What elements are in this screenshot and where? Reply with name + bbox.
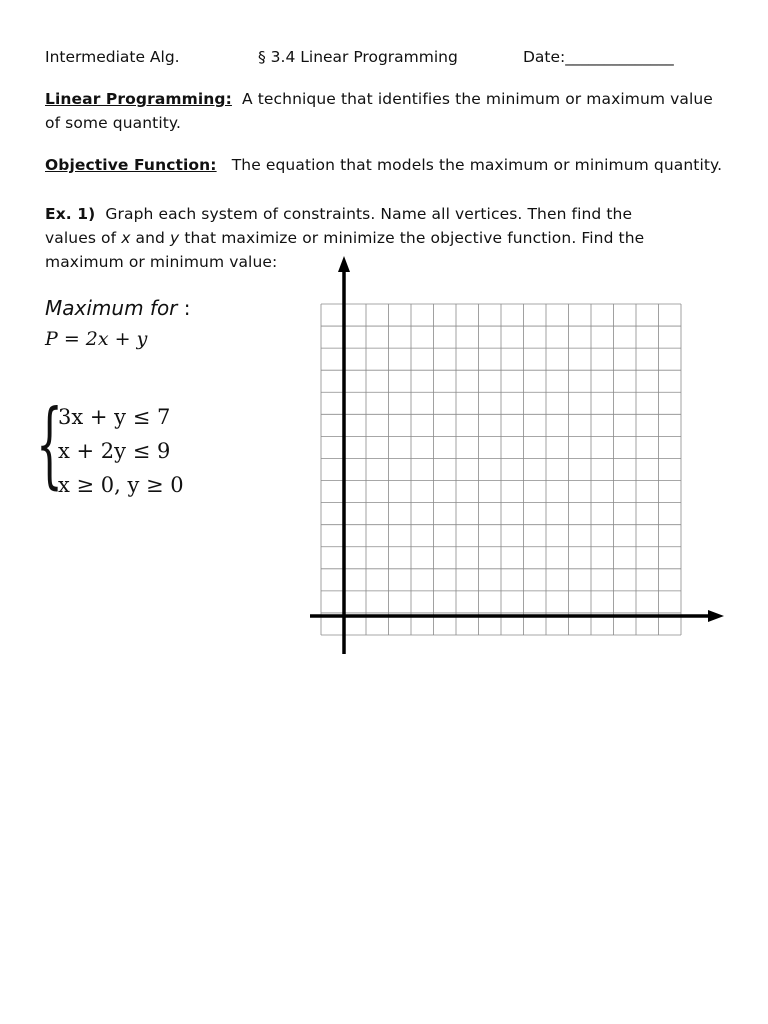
constraint-3: x ≥ 0, y ≥ 0 <box>58 473 184 497</box>
instruction-text: and <box>130 229 171 247</box>
definition-objective-function <box>45 153 745 177</box>
definition-text: A technique that identifies the minimum or maximum value <box>242 90 713 108</box>
objective-heading-text: Maximum for <box>45 296 178 320</box>
definition-linear-programming <box>45 87 745 111</box>
y-axis-arrow-icon <box>338 256 350 272</box>
constraint-system <box>58 400 184 502</box>
definition-text-continued: of some quantity. <box>45 114 182 132</box>
grid-lines <box>321 304 681 635</box>
term-linear-programming: Linear Programming: <box>45 90 232 108</box>
objective-colon: : <box>183 296 191 320</box>
term-objective-function: Objective Function: <box>45 156 217 174</box>
instruction-text: that maximize or minimize the objective function. Find the <box>179 229 645 247</box>
definition-text: The equation that models the maximum or minimum quantity. <box>231 156 723 174</box>
example-label: Ex. 1) <box>45 205 96 223</box>
constraint-2: x + 2y ≤ 9 <box>58 439 171 463</box>
example-instructions-line-2 <box>45 226 745 250</box>
course-name: Intermediate Alg. <box>45 48 180 66</box>
example-instructions-line-1 <box>45 202 745 226</box>
objective-function: P = 2x + y <box>45 328 148 350</box>
date-field: Date:______________ <box>523 48 674 66</box>
coordinate-grid[interactable] <box>300 250 740 662</box>
instruction-text: Graph each system of constraints. Name all vertices. Then find the <box>105 205 633 223</box>
variable-y: y <box>170 229 180 247</box>
system-brace: { <box>36 390 63 499</box>
x-axis-arrow-icon <box>708 610 724 622</box>
instruction-text: values of <box>45 229 122 247</box>
variable-x: x <box>121 229 131 247</box>
example-instructions-line-3: maximum or minimum value: <box>45 253 278 271</box>
section-title: § 3.4 Linear Programming <box>258 48 458 66</box>
objective-heading <box>45 296 191 320</box>
constraint-1: 3x + y ≤ 7 <box>58 405 171 429</box>
